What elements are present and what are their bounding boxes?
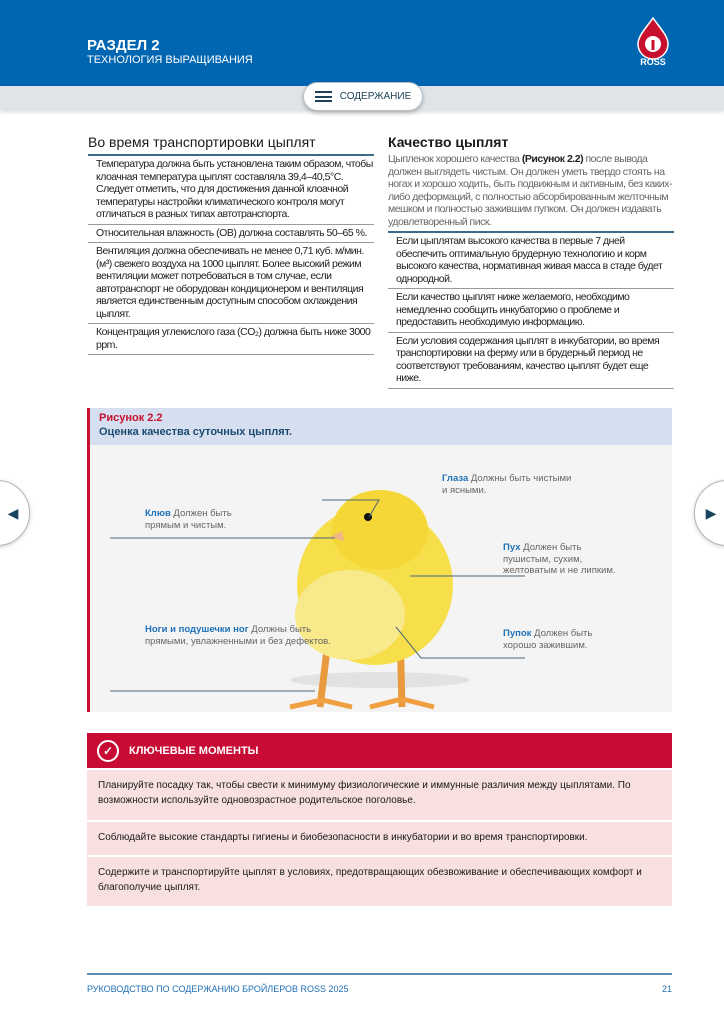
page-footer <box>87 973 672 994</box>
annotation-legs: Ноги и подушечки ног Должны быть прямыми, увлажненными и без дефектов. <box>145 624 331 647</box>
toc-button[interactable] <box>303 82 423 111</box>
list-item: Если качество цыплят ниже желаемого, необходимо немедленно сообщить инкубаторию о проблеме и предоставить необходимую информацию. <box>388 289 674 333</box>
key-points-title: КЛЮЧЕВЫЕ МОМЕНТЫ <box>129 744 259 757</box>
page-header <box>0 0 724 86</box>
key-points-box <box>87 733 672 906</box>
chevron-right-icon: ▶ <box>705 504 717 521</box>
figure-header <box>90 408 672 445</box>
figure-label: Рисунок 2.2 <box>99 412 163 424</box>
quality-intro: Цыпленок хорошего качества (Рисунок 2.2) после вывода должен выглядеть чистым. Он должен уметь твердо стоять на ногах и хорошо ходить, быть подвижным и активным, без каких-либо деформаций, с полностью абсорбированным желточным мешком и полностью зажившим пупком. Он должен издавать удовлетворенный писк. <box>388 153 674 233</box>
chevron-left-icon: ◀ <box>7 504 19 521</box>
list-item: Если цыплятам высокого качества в первые 7 дней обеспечить оптимальную брудерную технологию и корм высокого качества, нормативная живая масса в стаде будет однородной. <box>388 233 674 289</box>
annotation-down: Пух Должен быть пушистым, сухим, желтоватым и не липким. <box>503 542 616 576</box>
menu-icon <box>315 91 332 102</box>
toc-label: СОДЕРЖАНИЕ <box>339 91 412 102</box>
list-item: Температура должна быть установлена таким образом, чтобы клоачная температура цыплят составляла 39,4–40,5°C. Следует отметить, что для достижения данной клоачной температуры настройки климатического контроля могут отличаться в разных типах автотранспорта. <box>88 156 374 225</box>
quality-section <box>388 134 674 389</box>
transport-section <box>88 134 374 355</box>
annotation-navel: Пупок Должен быть хорошо зажившим. <box>503 628 593 651</box>
quality-heading: Качество цыплят <box>388 134 509 150</box>
key-points-header <box>87 733 672 768</box>
list-item: Если условия содержания цыплят в инкубатории, во время транспортировки на ферму или в брудерный период не соответствуют требованиям, качество цыплят будет еще ниже. <box>388 333 674 389</box>
list-item: Относительная влажность (ОВ) должна составлять 50–65 %. <box>88 225 374 244</box>
annotation-eyes: Глаза Должны быть чистыми и ясными. <box>442 473 572 496</box>
chick-illustration <box>90 445 672 712</box>
checkmark-icon: ✓ <box>97 740 119 762</box>
key-point: Содержите и транспортируйте цыплят в условиях, предотвращающих обезвоживание и обеспечивающих комфорт и благополучие цыплят. <box>87 855 672 906</box>
svg-text:ROSS: ROSS <box>640 57 666 67</box>
section-subtitle: ТЕХНОЛОГИЯ ВЫРАЩИВАНИЯ <box>87 54 253 66</box>
transport-heading: Во время транспортировки цыплят <box>88 134 374 156</box>
figure-title: Оценка качества суточных цыплят. <box>99 426 293 438</box>
key-point: Планируйте посадку так, чтобы свести к минимуму физиологические и иммунные различия между цыплятами. По возможности используйте одновозрастное родительское поголовье. <box>87 768 672 820</box>
page-number: 21 <box>661 984 672 994</box>
figure-chick-quality <box>87 408 672 712</box>
annotation-beak: Клюв Должен быть прямым и чистым. <box>145 508 232 531</box>
section-title: РАЗДЕЛ 2 <box>87 37 160 54</box>
next-page-button[interactable] <box>694 480 724 546</box>
prev-page-button[interactable] <box>0 480 30 546</box>
footer-title: РУКОВОДСТВО ПО СОДЕРЖАНИЮ БРОЙЛЕРОВ ROSS 2025 <box>87 984 349 994</box>
list-item: Вентиляция должна обеспечивать не менее 0,71 куб. м/мин. (м³) свежего воздуха на 1000 цыплят. Более высокий режим вентиляции может потребоваться в том случае, если автотранспорт не оборудован кондиционером и вентиляция является единственным доступным способом охлаждения цыплят. <box>88 243 374 324</box>
ross-logo <box>632 16 674 70</box>
key-point: Соблюдайте высокие стандарты гигиены и биобезопасности в инкубатории и во время транспортировки. <box>87 820 672 855</box>
list-item: Концентрация углекислого газа (CO₂) должна быть ниже 3000 ppm. <box>88 324 374 355</box>
